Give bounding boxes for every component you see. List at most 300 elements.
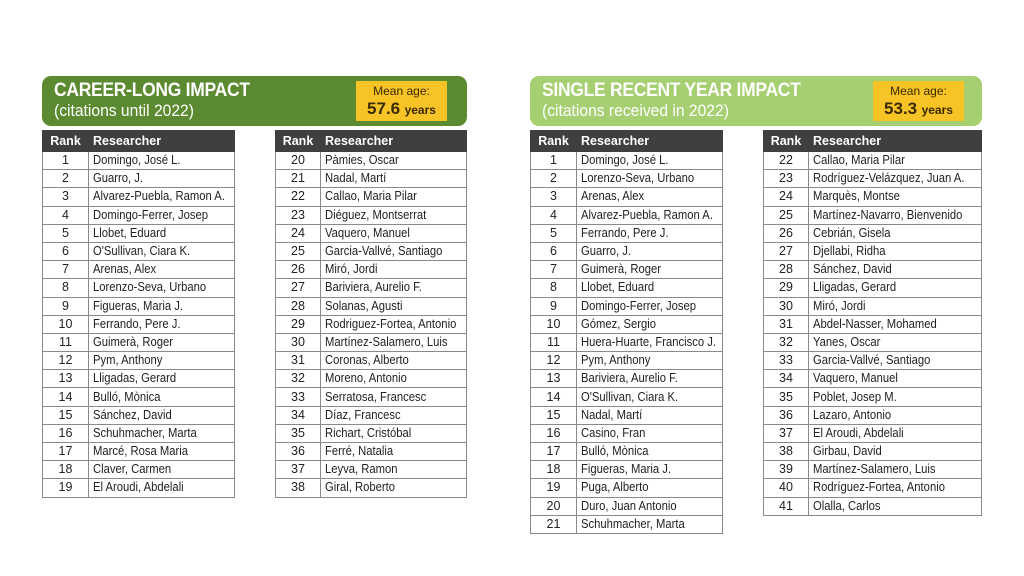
researcher-name: Schuhmacher, Marta [581, 516, 685, 531]
researcher-name: Guarro, J. [581, 244, 632, 259]
researcher-cell [89, 242, 235, 260]
table-row [764, 242, 982, 260]
researcher-cell [809, 188, 982, 206]
rank-cell: 11 [43, 333, 89, 351]
rank-cell: 6 [531, 242, 577, 260]
researcher-cell [577, 261, 723, 279]
researcher-name: El Aroudi, Abdelali [813, 425, 904, 440]
table-row [276, 261, 467, 279]
rank-cell: 23 [276, 206, 321, 224]
table-row [764, 315, 982, 333]
rank-cell: 32 [764, 333, 809, 351]
researcher-cell [321, 333, 467, 351]
table-header-row [764, 131, 982, 152]
table-row [276, 297, 467, 315]
researcher-cell [89, 261, 235, 279]
rank-cell: 21 [276, 170, 321, 188]
researcher-cell [89, 224, 235, 242]
researcher-name: Figueras, Maria J. [93, 298, 184, 313]
researcher-cell [809, 333, 982, 351]
researcher-name: Llobet, Eduard [581, 280, 655, 295]
table-row [276, 315, 467, 333]
researcher-cell [809, 406, 982, 424]
researcher-name: Miró, Jordi [325, 262, 378, 277]
researcher-cell [577, 497, 723, 515]
table-row [531, 297, 723, 315]
career-impact-subtitle: (citations until 2022) [54, 101, 194, 120]
rank-cell: 38 [764, 443, 809, 461]
researcher-name: Bariviera, Aurelio F. [325, 280, 422, 295]
rank-cell: 3 [43, 188, 89, 206]
rank-cell: 28 [764, 261, 809, 279]
researcher-cell [89, 279, 235, 297]
researcher-cell [577, 461, 723, 479]
researcher-cell [321, 224, 467, 242]
rank-cell: 5 [43, 224, 89, 242]
researcher-cell [89, 297, 235, 315]
researcher-cell [577, 370, 723, 388]
table-row [764, 424, 982, 442]
rank-cell: 12 [43, 352, 89, 370]
researcher-name: Schuhmacher, Marta [93, 425, 197, 440]
rank-cell: 18 [43, 461, 89, 479]
table-row [43, 206, 235, 224]
researcher-column-header: Researcher [809, 131, 982, 152]
table-row [43, 261, 235, 279]
researcher-cell [321, 206, 467, 224]
researcher-cell [809, 370, 982, 388]
researcher-cell [577, 515, 723, 533]
researcher-cell [89, 443, 235, 461]
researcher-cell [89, 315, 235, 333]
table-row [764, 152, 982, 170]
table-row [531, 515, 723, 533]
researcher-cell [577, 352, 723, 370]
researcher-name: Lligadas, Gerard [813, 280, 897, 295]
table-row [276, 424, 467, 442]
career-mean-age-unit: years [404, 103, 436, 117]
researcher-name: Richart, Cristóbal [325, 425, 412, 440]
researcher-column-header: Researcher [321, 131, 467, 152]
researcher-cell [89, 152, 235, 170]
table-row [764, 461, 982, 479]
researcher-cell [321, 406, 467, 424]
table-row [276, 406, 467, 424]
table-row [43, 479, 235, 497]
researcher-name: Leyva, Ramon [325, 462, 398, 477]
table-row [531, 406, 723, 424]
career-impact-title: CAREER-LONG IMPACT [54, 80, 250, 101]
rank-cell: 26 [764, 224, 809, 242]
table-row [531, 279, 723, 297]
rank-cell: 27 [276, 279, 321, 297]
researcher-name: Ferrando, Pere J. [93, 316, 181, 331]
researcher-name: Solanas, Agusti [325, 298, 403, 313]
researcher-name: O'Sullivan, Ciara K. [93, 244, 191, 259]
researcher-name: Rodríguez-Fortea, Antonio [813, 480, 945, 495]
recent-impact-banner [530, 76, 982, 126]
researcher-cell [809, 242, 982, 260]
researcher-name: Sánchez, David [93, 407, 172, 422]
table-row [276, 352, 467, 370]
rank-cell: 2 [43, 170, 89, 188]
table-row [276, 279, 467, 297]
researcher-name: Lorenzo-Seva, Urbano [93, 280, 207, 295]
researcher-name: Cebrián, Gisela [813, 225, 891, 240]
rank-cell: 29 [276, 315, 321, 333]
table-header-row [43, 131, 235, 152]
table-row [276, 370, 467, 388]
researcher-name: Lligadas, Gerard [93, 371, 177, 386]
rank-cell: 15 [43, 406, 89, 424]
recent-mean-age-box [873, 81, 964, 121]
researcher-cell [809, 443, 982, 461]
rank-cell: 1 [43, 152, 89, 170]
rank-cell: 16 [43, 424, 89, 442]
rank-cell: 32 [276, 370, 321, 388]
career-ranking-table-2 [275, 130, 467, 498]
researcher-name: Bulló, Mònica [93, 389, 161, 404]
rank-cell: 11 [531, 333, 577, 351]
table-row [276, 242, 467, 260]
researcher-cell [321, 388, 467, 406]
rank-cell: 9 [531, 297, 577, 315]
rank-cell: 41 [764, 497, 809, 515]
table-row [43, 443, 235, 461]
researcher-name: Guimerà, Roger [93, 334, 174, 349]
researcher-name: Domingo-Ferrer, Josep [93, 207, 209, 222]
table-row [764, 170, 982, 188]
researcher-name: Pàmies, Oscar [325, 153, 399, 168]
researcher-cell [89, 370, 235, 388]
table-row [764, 497, 982, 515]
rank-cell: 26 [276, 261, 321, 279]
table-row [276, 206, 467, 224]
researcher-name: Moreno, Antonio [325, 371, 407, 386]
table-row [276, 224, 467, 242]
researcher-name: Miró, Jordi [813, 298, 866, 313]
rank-cell: 25 [276, 242, 321, 260]
researcher-name: Martínez-Salamero, Luis [813, 462, 936, 477]
researcher-cell [809, 261, 982, 279]
researcher-name: Girbau, David [813, 444, 882, 459]
rank-cell: 10 [43, 315, 89, 333]
table-row [764, 188, 982, 206]
rank-cell: 23 [764, 170, 809, 188]
table-row [531, 333, 723, 351]
recent-mean-age-unit: years [921, 103, 953, 117]
table-row [764, 261, 982, 279]
researcher-cell [89, 461, 235, 479]
rank-cell: 1 [531, 152, 577, 170]
rank-cell: 18 [531, 461, 577, 479]
researcher-cell [321, 315, 467, 333]
table-row [43, 279, 235, 297]
rank-column-header: Rank [764, 131, 809, 152]
table-row [43, 333, 235, 351]
researcher-cell [809, 224, 982, 242]
table-row [43, 152, 235, 170]
researcher-name: Abdel-Nasser, Mohamed [813, 316, 937, 331]
researcher-cell [577, 443, 723, 461]
researcher-cell [89, 352, 235, 370]
researcher-cell [809, 497, 982, 515]
researcher-cell [577, 333, 723, 351]
researcher-name: Yanes, Oscar [813, 334, 881, 349]
rank-column-header: Rank [43, 131, 89, 152]
researcher-name: Rodríguez-Velázquez, Juan A. [813, 171, 965, 186]
researcher-cell [577, 206, 723, 224]
rank-cell: 4 [43, 206, 89, 224]
rank-cell: 25 [764, 206, 809, 224]
rank-cell: 37 [276, 461, 321, 479]
table-row [276, 170, 467, 188]
researcher-name: Martínez-Navarro, Bienvenido [813, 207, 963, 222]
table-row [531, 188, 723, 206]
rank-cell: 6 [43, 242, 89, 260]
researcher-name: El Aroudi, Abdelali [93, 480, 184, 495]
researcher-cell [577, 242, 723, 260]
researcher-cell [809, 315, 982, 333]
researcher-cell [809, 461, 982, 479]
researcher-name: Marcé, Rosa Maria [93, 444, 189, 459]
rank-cell: 4 [531, 206, 577, 224]
researcher-cell [809, 297, 982, 315]
rank-cell: 24 [276, 224, 321, 242]
table-row [764, 333, 982, 351]
researcher-name: Alvarez-Puebla, Ramon A. [581, 207, 713, 222]
researcher-name: Lazaro, Antonio [813, 407, 892, 422]
rank-column-header: Rank [276, 131, 321, 152]
researcher-name: Casino, Fran [581, 425, 646, 440]
researcher-cell [89, 388, 235, 406]
researcher-name: Marquès, Montse [813, 189, 900, 204]
researcher-cell [321, 242, 467, 260]
recent-impact-title: SINGLE RECENT YEAR IMPACT [542, 80, 801, 101]
rank-cell: 8 [531, 279, 577, 297]
researcher-column-header: Researcher [577, 131, 723, 152]
researcher-cell [577, 152, 723, 170]
table-row [276, 461, 467, 479]
table-header-row [276, 131, 467, 152]
table-row [531, 424, 723, 442]
table-row [764, 388, 982, 406]
table-row [764, 297, 982, 315]
researcher-cell [89, 424, 235, 442]
career-mean-age-label: Mean age: [373, 84, 430, 98]
researcher-cell [321, 261, 467, 279]
table-row [276, 188, 467, 206]
researcher-cell [577, 315, 723, 333]
recent-impact-subtitle: (citations received in 2022) [542, 101, 729, 120]
researcher-name: Bariviera, Aurelio F. [581, 371, 678, 386]
researcher-cell [321, 352, 467, 370]
table-row [764, 443, 982, 461]
rank-cell: 37 [764, 424, 809, 442]
career-mean-age-value [356, 99, 447, 119]
rank-cell: 34 [276, 406, 321, 424]
researcher-name: Garcia-Vallvé, Santiago [325, 244, 443, 259]
rank-cell: 22 [764, 152, 809, 170]
rank-cell: 30 [764, 297, 809, 315]
researcher-name: Lorenzo-Seva, Urbano [581, 171, 695, 186]
researcher-cell [89, 406, 235, 424]
researcher-column-header: Researcher [89, 131, 235, 152]
rank-cell: 8 [43, 279, 89, 297]
rank-cell: 19 [43, 479, 89, 497]
rank-cell: 30 [276, 333, 321, 351]
researcher-cell [577, 388, 723, 406]
table-row [276, 388, 467, 406]
rank-cell: 20 [276, 152, 321, 170]
researcher-cell [89, 333, 235, 351]
table-row [43, 406, 235, 424]
rank-cell: 35 [764, 388, 809, 406]
career-ranking-table-1 [42, 130, 235, 498]
table-row [531, 370, 723, 388]
recent-mean-age-value [873, 99, 964, 119]
researcher-name: Vaquero, Manuel [813, 371, 898, 386]
table-row [531, 224, 723, 242]
rank-cell: 9 [43, 297, 89, 315]
table-row [531, 261, 723, 279]
researcher-cell [577, 170, 723, 188]
rank-cell: 24 [764, 188, 809, 206]
researcher-cell [809, 388, 982, 406]
rank-cell: 14 [531, 388, 577, 406]
researcher-name: Vaquero, Manuel [325, 225, 410, 240]
rank-cell: 33 [276, 388, 321, 406]
researcher-name: Nadal, Martí [581, 407, 643, 422]
rank-cell: 31 [276, 352, 321, 370]
researcher-cell [577, 224, 723, 242]
researcher-name: Llobet, Eduard [93, 225, 167, 240]
researcher-cell [809, 479, 982, 497]
rank-cell: 22 [276, 188, 321, 206]
researcher-name: Domingo, José L. [93, 153, 181, 168]
researcher-name: Rodriguez-Fortea, Antonio [325, 316, 457, 331]
researcher-name: Alvarez-Puebla, Ramon A. [93, 189, 225, 204]
researcher-name: Puga, Alberto [581, 480, 649, 495]
researcher-name: Diéguez, Montserrat [325, 207, 427, 222]
table-row [764, 224, 982, 242]
table-row [43, 352, 235, 370]
researcher-name: Claver, Carmen [93, 462, 172, 477]
researcher-cell [89, 170, 235, 188]
researcher-cell [321, 424, 467, 442]
table-row [531, 388, 723, 406]
table-row [764, 206, 982, 224]
rank-cell: 40 [764, 479, 809, 497]
researcher-cell [321, 188, 467, 206]
researcher-name: Pym, Anthony [93, 353, 163, 368]
researcher-cell [321, 279, 467, 297]
researcher-cell [321, 170, 467, 188]
rank-cell: 14 [43, 388, 89, 406]
rank-cell: 38 [276, 479, 321, 497]
researcher-name: Ferrando, Pere J. [581, 225, 669, 240]
rank-cell: 31 [764, 315, 809, 333]
table-row [764, 352, 982, 370]
table-row [43, 315, 235, 333]
table-row [531, 170, 723, 188]
researcher-name: Giral, Roberto [325, 480, 396, 495]
rank-cell: 19 [531, 479, 577, 497]
table-row [43, 297, 235, 315]
recent-mean-age-label: Mean age: [890, 84, 947, 98]
researcher-cell [89, 479, 235, 497]
researcher-cell [577, 297, 723, 315]
researcher-name: Arenas, Alex [93, 262, 157, 277]
recent-ranking-table-2 [763, 130, 982, 516]
researcher-name: Huera-Huarte, Francisco J. [581, 334, 717, 349]
researcher-cell [809, 206, 982, 224]
table-row [764, 406, 982, 424]
researcher-name: Olalla, Carlos [813, 498, 881, 513]
table-row [276, 333, 467, 351]
career-mean-age-box [356, 81, 447, 121]
rank-cell: 33 [764, 352, 809, 370]
researcher-cell [809, 279, 982, 297]
rank-cell: 15 [531, 406, 577, 424]
researcher-name: Bulló, Mònica [581, 444, 649, 459]
table-row [531, 497, 723, 515]
table-row [43, 170, 235, 188]
table-row [531, 352, 723, 370]
researcher-name: Domingo-Ferrer, Josep [581, 298, 697, 313]
researcher-cell [809, 424, 982, 442]
researcher-name: Nadal, Martí [325, 171, 387, 186]
researcher-name: Sánchez, David [813, 262, 892, 277]
researcher-name: Djellabi, Ridha [813, 244, 886, 259]
researcher-cell [809, 352, 982, 370]
researcher-cell [321, 443, 467, 461]
table-row [531, 206, 723, 224]
table-row [531, 315, 723, 333]
researcher-name: Pym, Anthony [581, 353, 651, 368]
researcher-cell [577, 406, 723, 424]
rank-cell: 5 [531, 224, 577, 242]
researcher-name: Poblet, Josep M. [813, 389, 897, 404]
researcher-name: Coronas, Alberto [325, 353, 409, 368]
rank-cell: 10 [531, 315, 577, 333]
rank-cell: 20 [531, 497, 577, 515]
rank-cell: 12 [531, 352, 577, 370]
table-row [43, 424, 235, 442]
researcher-name: Figueras, Maria J. [581, 462, 672, 477]
table-row [276, 479, 467, 497]
rank-cell: 36 [276, 443, 321, 461]
researcher-cell [809, 170, 982, 188]
researcher-cell [577, 479, 723, 497]
researcher-cell [577, 279, 723, 297]
rank-cell: 17 [531, 443, 577, 461]
researcher-cell [321, 297, 467, 315]
table-row [276, 443, 467, 461]
rank-cell: 2 [531, 170, 577, 188]
researcher-cell [89, 206, 235, 224]
table-row [531, 443, 723, 461]
researcher-cell [321, 370, 467, 388]
researcher-name: Díaz, Francesc [325, 407, 401, 422]
recent-mean-age-number: 53.3 [884, 99, 918, 118]
rank-cell: 28 [276, 297, 321, 315]
researcher-name: Gómez, Sergio [581, 316, 657, 331]
recent-ranking-table-1 [530, 130, 723, 534]
researcher-cell [321, 479, 467, 497]
researcher-name: Callao, Maria Pilar [325, 189, 417, 204]
researcher-name: Callao, Maria Pilar [813, 153, 905, 168]
